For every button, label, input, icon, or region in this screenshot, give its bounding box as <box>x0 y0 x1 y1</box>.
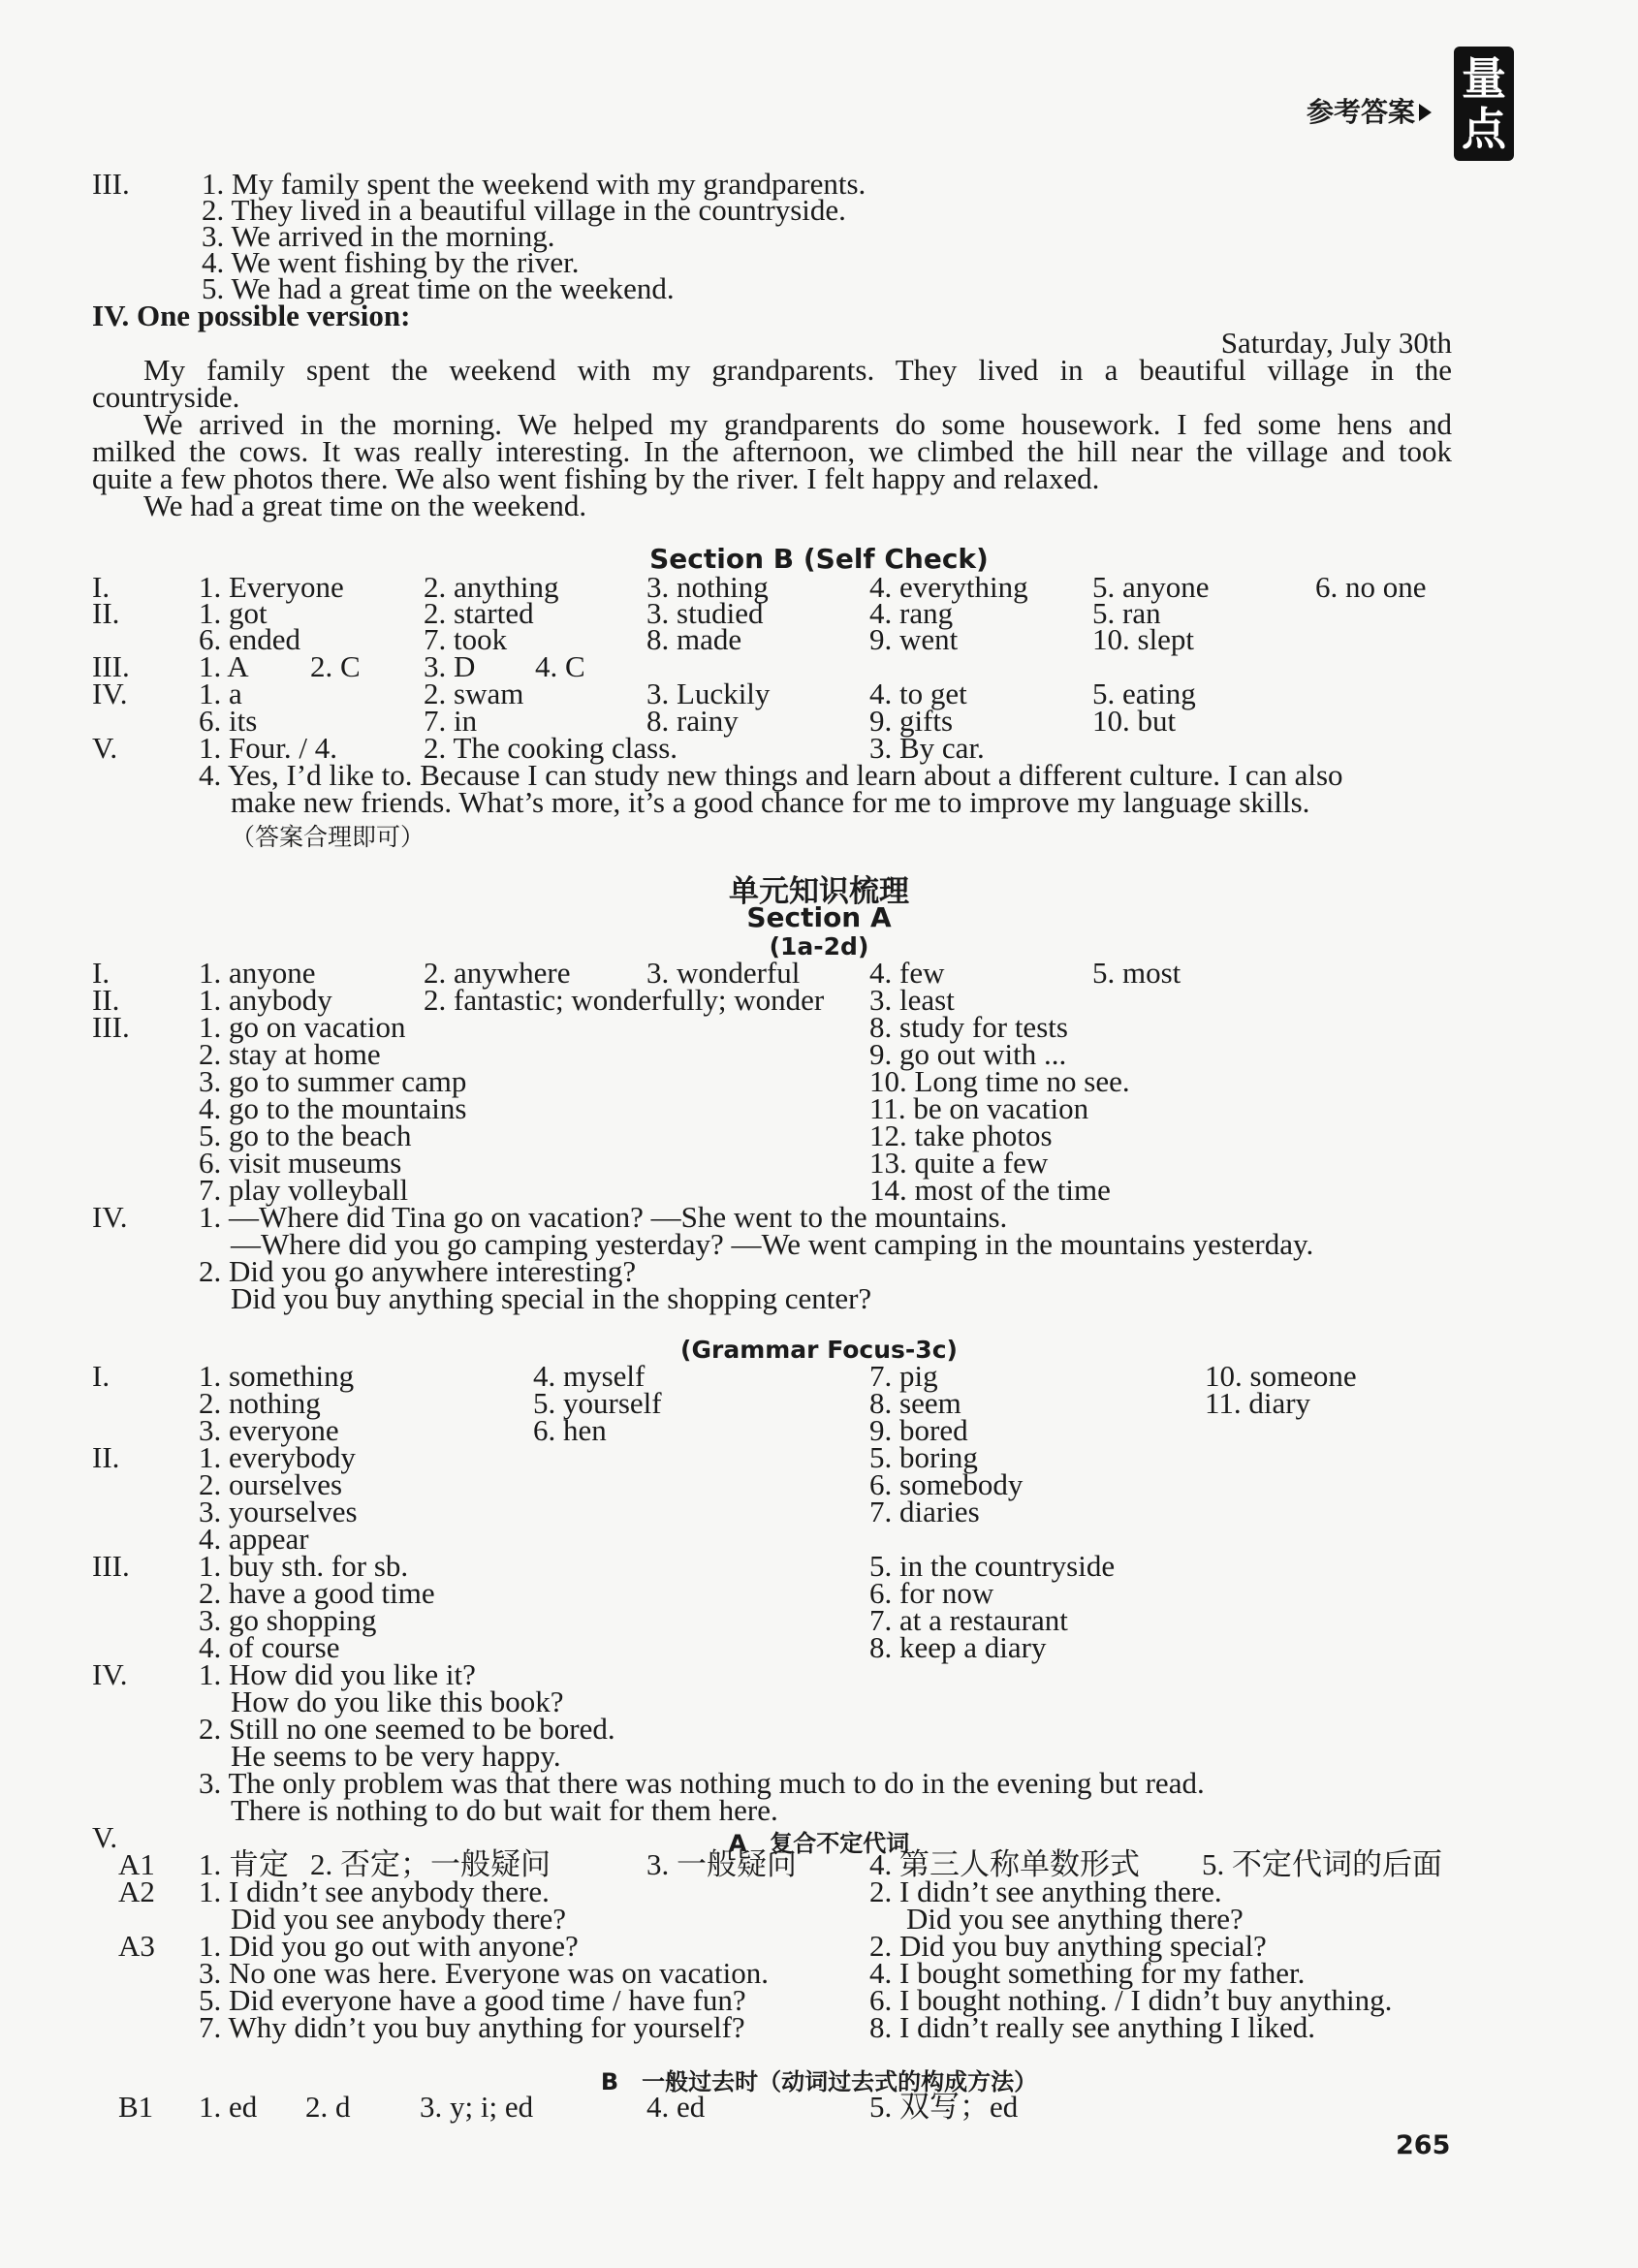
answer-item: 7. in <box>424 704 478 738</box>
answer-item: 3. least <box>869 983 955 1017</box>
answer-item: 10. someone <box>1205 1359 1357 1393</box>
answer-line: 4. We went fishing by the river. <box>202 245 580 279</box>
phrase-item: 8. study for tests <box>869 1010 1068 1044</box>
essay-line: countryside. <box>92 380 240 414</box>
answer-item: 4. C <box>535 649 585 683</box>
phrase-item: 4. of course <box>199 1630 340 1664</box>
essay-date: Saturday, July 30th <box>1220 326 1452 360</box>
answer-item: 8. rainy <box>646 704 739 738</box>
answer-item: 1. ed <box>199 2090 258 2124</box>
answer-item: 3. yourselves <box>199 1495 358 1528</box>
answer-item: 2. nothing <box>199 1386 321 1420</box>
answer-item: 4. myself <box>533 1359 646 1393</box>
answer-item: 1. A <box>199 649 249 683</box>
header-label: 参考答案 <box>1307 96 1416 128</box>
answer-line: 4. Yes, I’d like to. Because I can study new things and learn about a different culture. I can also <box>199 758 1343 792</box>
answer-item: 6. no one <box>1315 570 1427 604</box>
item-label: A3 <box>118 1929 155 1963</box>
answer-item: 5. boring <box>869 1440 978 1474</box>
item-label: A1 <box>118 1847 155 1881</box>
roman-numeral: II. <box>92 983 120 1017</box>
answer-line: 1. How did you like it? <box>199 1657 476 1691</box>
answers-header <box>1307 91 1432 130</box>
essay-line: We had a great time on the weekend. <box>143 488 587 522</box>
answer-line: 1. My family spent the weekend with my grandparents. <box>202 167 866 201</box>
answer-line: 2. They lived in a beautiful village in the countryside. <box>202 193 846 227</box>
answer-item: 3. everyone <box>199 1413 339 1447</box>
phrase-item: 2. stay at home <box>199 1037 381 1071</box>
answer-item: 6. its <box>199 704 258 738</box>
answer-line: 4. I bought something for my father. <box>869 1956 1306 1990</box>
roman-numeral: III. <box>92 1010 130 1044</box>
answer-item: 10. slept <box>1092 622 1195 656</box>
answer-item: 1. anyone <box>199 956 316 990</box>
answer-line: 2. Still no one seemed to be bored. <box>199 1712 615 1746</box>
answer-line: Did you see anything there? <box>906 1902 1244 1936</box>
answer-line: 3. We arrived in the morning. <box>202 219 555 253</box>
answer-item: 1. Everyone <box>199 570 344 604</box>
answer-item: 5. anyone <box>1092 570 1210 604</box>
roman-numeral: V. <box>92 731 118 765</box>
logo-char-top: 量 <box>1462 52 1506 105</box>
phrase-item: 6. for now <box>869 1576 994 1610</box>
answer-item: 5. most <box>1092 956 1181 990</box>
answer-item: 7. took <box>424 622 508 656</box>
answer-note: （答案合理即可） <box>231 823 425 851</box>
answer-item: 2. anywhere <box>424 956 571 990</box>
answer-line: There is nothing to do but wait for them here. <box>231 1793 778 1827</box>
answer-line: 1. —Where did Tina go on vacation? —She went to the mountains. <box>199 1200 1008 1234</box>
logo-char-bottom: 点 <box>1462 103 1506 155</box>
roman-numeral: II. <box>92 1440 120 1474</box>
answer-item: 1. got <box>199 596 268 630</box>
phrase-item: 1. go on vacation <box>199 1010 406 1044</box>
subsection-heading: (1a-2d) <box>769 932 869 961</box>
answer-item: 4. 第三人称单数形式 <box>869 1847 1140 1881</box>
answer-line: He seems to be very happy. <box>231 1739 561 1773</box>
answer-item: 4. few <box>869 956 945 990</box>
answer-item: 6. ended <box>199 622 301 656</box>
answer-item: 6. hen <box>533 1413 607 1447</box>
phrase-item: 5. go to the beach <box>199 1118 412 1152</box>
answer-item: 9. gifts <box>869 704 954 738</box>
section-heading: Section A <box>746 901 892 933</box>
answer-item: 4. appear <box>199 1522 309 1556</box>
answer-line: 2. Did you go anywhere interesting? <box>199 1254 637 1288</box>
answer-item: 1. everybody <box>199 1440 356 1474</box>
answer-item: 8. made <box>646 622 742 656</box>
arrow-icon <box>1419 104 1432 121</box>
phrase-item: 5. in the countryside <box>869 1549 1116 1583</box>
answer-item: 1. a <box>199 677 242 710</box>
phrase-item: 7. at a restaurant <box>869 1603 1068 1637</box>
answer-item: 5. yourself <box>533 1386 662 1420</box>
item-label: B1 <box>118 2090 154 2124</box>
answer-line: 7. Why didn’t you buy anything for yourself? <box>199 2010 745 2044</box>
answer-item: 4. ed <box>646 2090 706 2124</box>
page-number: 265 <box>1396 2130 1451 2160</box>
phrase-item: 4. go to the mountains <box>199 1091 467 1125</box>
answer-item: 3. By car. <box>869 731 985 765</box>
answer-line: 5. Did everyone have a good time / have fun? <box>199 1983 746 2017</box>
phrase-item: 9. go out with ... <box>869 1037 1067 1071</box>
roman-numeral: IV. <box>92 1657 128 1691</box>
answer-item: 8. seem <box>869 1386 961 1420</box>
subsection-heading: (Grammar Focus-3c) <box>680 1336 958 1364</box>
answer-line: 3. No one was here. Everyone was on vacation. <box>199 1956 769 1990</box>
answer-line: 8. I didn’t really see anything I liked. <box>869 2010 1316 2044</box>
roman-numeral: I. <box>92 956 110 990</box>
answer-item: 2. anything <box>424 570 559 604</box>
phrase-item: 12. take photos <box>869 1118 1053 1152</box>
phrase-item: 7. play volleyball <box>199 1173 409 1207</box>
answer-line: Did you buy anything special in the shopping center? <box>231 1281 872 1315</box>
roman-numeral: IV. <box>92 677 128 710</box>
answer-line: make new friends. What’s more, it’s a good chance for me to improve my language skills. <box>231 785 1310 819</box>
answer-item: 3. D <box>424 649 476 683</box>
answer-item: 2. swam <box>424 677 524 710</box>
answer-item: 7. pig <box>869 1359 938 1393</box>
answer-item: 5. 不定代词的后面 <box>1202 1847 1442 1881</box>
roman-numeral: V. <box>92 1820 118 1854</box>
phrase-item: 6. visit museums <box>199 1146 402 1180</box>
phrase-item: 1. buy sth. for sb. <box>199 1549 409 1583</box>
roman-numeral: II. <box>92 596 120 630</box>
answer-item: 10. but <box>1092 704 1177 738</box>
answer-item: 5. 双写；ed <box>869 2090 1019 2124</box>
answer-item: 3. Luckily <box>646 677 771 710</box>
phrase-item: 10. Long time no see. <box>869 1064 1130 1098</box>
answer-item: 3. y; i; ed <box>420 2090 534 2124</box>
essay-line: We arrived in the morning. We helped my grandparents do some housework. I fed some hens and <box>143 407 1452 441</box>
answer-line: 6. I bought nothing. / I didn’t buy anything. <box>869 1983 1393 2017</box>
subsection-heading: B 一般过去时（动词过去式的构成方法） <box>600 2068 1038 2095</box>
section-heading: Section B (Self Check) <box>649 543 989 575</box>
answer-item: 1. something <box>199 1359 355 1393</box>
phrase-item: 11. be on vacation <box>869 1091 1089 1125</box>
answer-item: 1. Four. / 4. <box>199 731 337 765</box>
roman-numeral: I. <box>92 1359 110 1393</box>
phrase-item: 3. go shopping <box>199 1603 377 1637</box>
answer-item: 2. started <box>424 596 534 630</box>
phrase-item: 3. go to summer camp <box>199 1064 467 1098</box>
subsection-heading: A 复合不定代词 <box>728 1830 910 1857</box>
answer-line: —Where did you go camping yesterday? —We went camping in the mountains yesterday. <box>231 1227 1314 1261</box>
answer-line: 1. I didn’t see anybody there. <box>199 1874 550 1908</box>
phrase-item: 2. have a good time <box>199 1576 435 1610</box>
roman-numeral: III. <box>92 1549 130 1583</box>
item-label: A2 <box>118 1874 155 1908</box>
answer-line: 1. Did you go out with anyone? <box>199 1929 579 1963</box>
roman-numeral: I. <box>92 570 110 604</box>
answer-item: 2. C <box>310 649 361 683</box>
answer-line: 2. Did you buy anything special? <box>869 1929 1267 1963</box>
answer-item: 11. diary <box>1205 1386 1311 1420</box>
answer-item: 2. The cooking class. <box>424 731 678 765</box>
answer-item: 3. nothing <box>646 570 769 604</box>
essay-line: quite a few photos there. We also went fishing by the river. I felt happy and relaxed. <box>92 461 1100 495</box>
answer-line: 5. We had a great time on the weekend. <box>202 271 675 305</box>
brand-logo <box>1454 47 1514 161</box>
roman-numeral: IV. <box>92 1200 128 1234</box>
answer-item: 4. everything <box>869 570 1028 604</box>
answer-item: 2. fantastic; wonderfully; wonder <box>424 983 825 1017</box>
answer-item: 4. to get <box>869 677 967 710</box>
answer-item: 4. rang <box>869 596 954 630</box>
answer-item: 9. went <box>869 622 959 656</box>
roman-numeral: III. <box>92 649 130 683</box>
answer-item: 2. 否定；一般疑问 <box>310 1847 551 1881</box>
roman-numeral: III. <box>92 167 130 201</box>
answer-item: 1. anybody <box>199 983 332 1017</box>
phrase-item: 14. most of the time <box>869 1173 1111 1207</box>
section-title: IV. One possible version: <box>92 299 411 332</box>
unit-title: 单元知识梳理 <box>729 874 909 909</box>
phrase-item: 13. quite a few <box>869 1146 1049 1180</box>
phrase-item: 8. keep a diary <box>869 1630 1047 1664</box>
answer-line: Did you see anybody there? <box>231 1902 567 1936</box>
answer-line: How do you like this book? <box>231 1685 564 1718</box>
answer-item: 9. bored <box>869 1413 968 1447</box>
answer-line: 3. The only problem was that there was nothing much to do in the evening but read. <box>199 1766 1205 1800</box>
answer-item: 3. 一般疑问 <box>646 1847 797 1881</box>
answer-item: 3. studied <box>646 596 764 630</box>
answer-line: 2. I didn’t see anything there. <box>869 1874 1222 1908</box>
answer-item: 6. somebody <box>869 1467 1024 1501</box>
answer-item: 7. diaries <box>869 1495 980 1528</box>
answer-item: 5. ran <box>1092 596 1161 630</box>
answer-item: 3. wonderful <box>646 956 801 990</box>
essay-line: milked the cows. It was really interesting. In the afternoon, we climbed the hill near the village and took <box>92 434 1452 468</box>
answer-item: 2. ourselves <box>199 1467 343 1501</box>
answer-item: 2. d <box>305 2090 351 2124</box>
answer-item: 1. 肯定 <box>199 1847 289 1881</box>
answer-item: 5. eating <box>1092 677 1196 710</box>
essay-line: My family spent the weekend with my grandparents. They lived in a beautiful village in the <box>143 353 1452 387</box>
